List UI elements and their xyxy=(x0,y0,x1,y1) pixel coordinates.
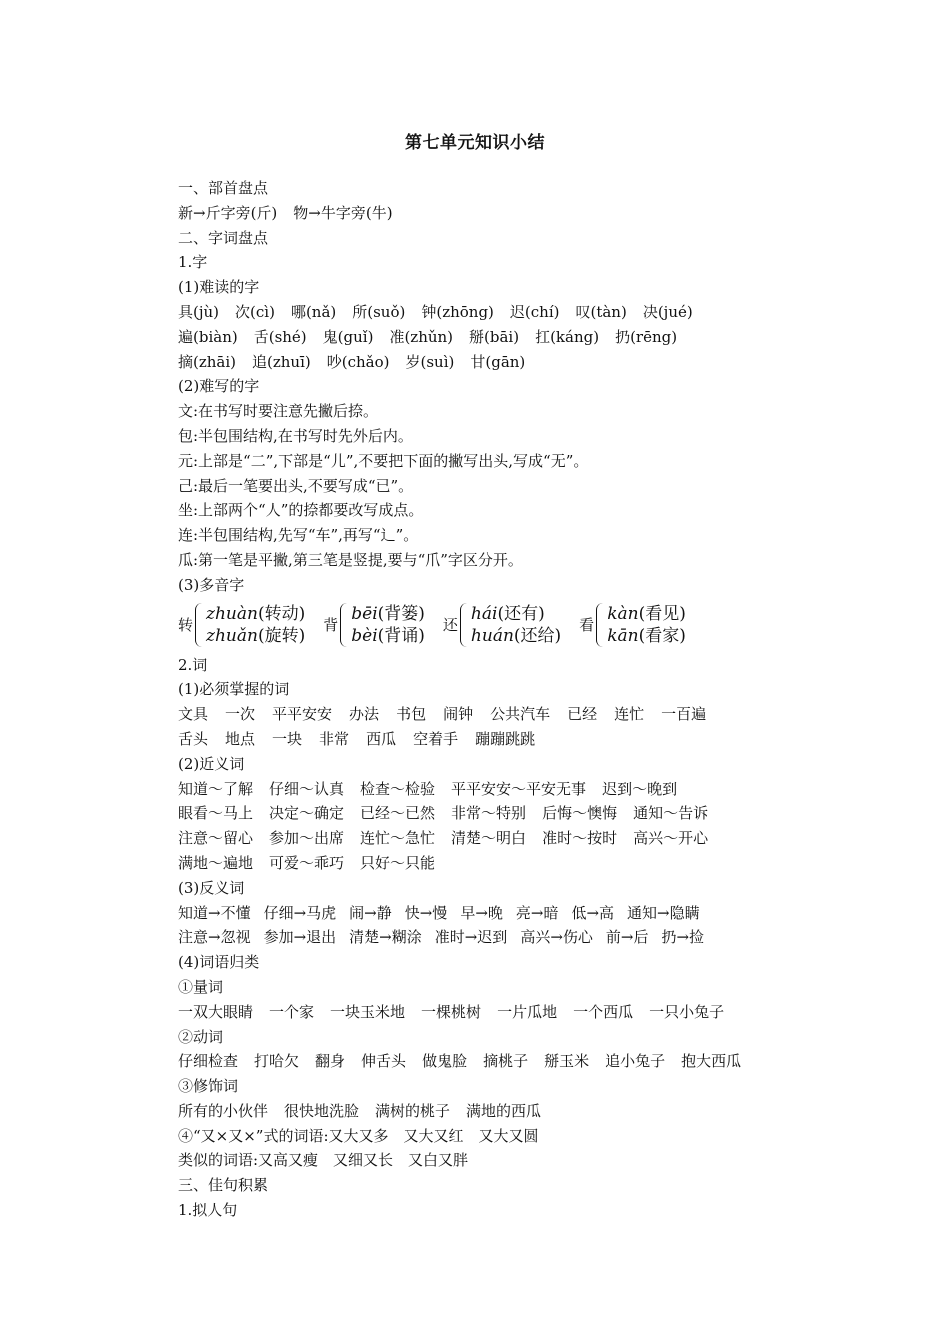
antonym-pair: 快→慢 xyxy=(404,903,448,922)
synonym-pair: 仔细～认真 xyxy=(269,779,345,798)
section-heading-radicals: 一、部首盘点 xyxy=(178,179,269,197)
polyphone-group xyxy=(579,603,686,647)
hard-read-char: 钟(zhōng) xyxy=(421,302,494,321)
polyphone-reading: bèi(背诵) xyxy=(351,625,425,646)
hard-read-char: 叹(tàn) xyxy=(575,302,627,321)
synonym-pair: 后悔～懊悔 xyxy=(542,804,618,823)
verb-item: 做鬼脸 xyxy=(422,1052,468,1071)
antonym-pair: 扔→捡 xyxy=(661,928,705,947)
measure-word-item: 一块玉米地 xyxy=(330,1002,406,1021)
antonym-pair: 准时→迟到 xyxy=(434,928,508,947)
word-item: 舌头 xyxy=(178,729,209,748)
synonym-pair: 迟到～晚到 xyxy=(602,779,678,798)
word-item: 文具 xyxy=(178,705,209,724)
synonym-pair: 注意～留心 xyxy=(178,829,254,848)
polyphone-reading: hái(还有) xyxy=(470,603,545,624)
polyphone-reading: huán(还给) xyxy=(470,625,562,646)
verb-item: 追小兔子 xyxy=(605,1052,666,1071)
word-item: 西瓜 xyxy=(366,729,397,748)
modifier-item: 满地的西瓜 xyxy=(466,1101,542,1120)
synonym-row-3 xyxy=(178,826,858,851)
polyphone-reading: kān(看家) xyxy=(607,625,686,646)
left-brace-icon xyxy=(195,603,203,647)
hard-read-char: 鬼(guǐ) xyxy=(322,327,374,346)
antonym-pair: 高兴→伤心 xyxy=(520,928,593,947)
synonym-pair: 知道～了解 xyxy=(178,779,254,798)
subheading-antonyms: (3)反义词 xyxy=(178,878,245,897)
measure-word-item: 一个西瓜 xyxy=(573,1002,634,1021)
modifier-item: 满树的桃子 xyxy=(375,1101,451,1120)
verb-item: 打哈欠 xyxy=(254,1052,300,1071)
antonym-pair: 通知→隐瞒 xyxy=(627,903,700,922)
subheading-polyphones: (3)多音字 xyxy=(178,575,245,594)
synonym-row-1 xyxy=(178,777,858,802)
antonym-pair: 前→后 xyxy=(605,928,649,947)
word-item: 非常 xyxy=(319,729,350,748)
document-content xyxy=(178,176,858,1223)
synonym-pair: 检查～检验 xyxy=(360,779,436,798)
hard-read-char: 甘(gān) xyxy=(470,352,526,371)
antonym-pair: 参加→退出 xyxy=(263,928,337,947)
measure-word-item: 一棵桃树 xyxy=(421,1002,482,1021)
left-brace-icon xyxy=(596,603,604,647)
measure-word-item: 一片瓜地 xyxy=(497,1002,558,1021)
radical-row xyxy=(178,201,858,226)
hard-read-row-2 xyxy=(178,325,858,350)
polyphone-reading: zhuàn(转动) xyxy=(206,603,306,624)
similar-words-line: 类似的词语:又高又瘦 又细又长 又白又胖 xyxy=(178,1151,469,1170)
hard-read-char: 准(zhǔn) xyxy=(389,327,454,346)
verb-item: 掰玉米 xyxy=(544,1052,590,1071)
verb-item: 摘桃子 xyxy=(483,1052,529,1071)
synonym-pair: 参加～出席 xyxy=(269,829,345,848)
subheading-hard-read: (1)难读的字 xyxy=(178,278,260,297)
subheading-must-know: (1)必须掌握的词 xyxy=(178,680,290,699)
measure-word-item: 一只小兔子 xyxy=(649,1002,725,1021)
synonym-pair: 非常～特别 xyxy=(451,804,527,823)
polyphone-reading: bēi(背篓) xyxy=(351,603,425,624)
verb-item: 翻身 xyxy=(315,1052,346,1071)
synonym-pair: 可爱～乖巧 xyxy=(269,853,345,872)
must-know-row-1 xyxy=(178,702,858,727)
must-know-row-2 xyxy=(178,727,858,752)
polyphone-reading: kàn(看见) xyxy=(607,603,686,624)
left-brace-icon xyxy=(460,603,468,647)
word-item: 公共汽车 xyxy=(490,705,551,724)
left-brace-icon xyxy=(340,603,348,647)
word-item: 一块 xyxy=(272,729,303,748)
polyphone-char: 看 xyxy=(579,616,595,635)
synonym-pair: 清楚～明白 xyxy=(451,829,527,848)
measure-word-item: 一个家 xyxy=(269,1002,315,1021)
verb-item: 抱大西瓜 xyxy=(681,1052,742,1071)
word-item: 空着手 xyxy=(413,729,459,748)
antonym-row-1 xyxy=(178,901,858,926)
synonym-row-2 xyxy=(178,801,858,826)
subheading-characters: 1.字 xyxy=(178,253,208,272)
modifier-row xyxy=(178,1099,858,1124)
polyphone-reading: zhuǎn(旋转) xyxy=(206,625,306,646)
polyphone-row xyxy=(178,599,858,651)
hard-write-line: 瓜:第一笔是平撇,第三笔是竖提,要与“爪”字区分开。 xyxy=(178,550,523,569)
hard-write-line: 连:半包围结构,先写“车”,再写“辶”。 xyxy=(178,526,419,545)
verb-row xyxy=(178,1049,858,1074)
hard-write-line: 文:在书写时要注意先撇后捺。 xyxy=(178,402,379,421)
modifier-item: 所有的小伙伴 xyxy=(178,1101,269,1120)
hard-read-char: 所(suǒ) xyxy=(352,302,406,321)
antonym-pair: 早→晚 xyxy=(460,903,503,922)
antonym-pair: 闹→静 xyxy=(349,903,392,922)
subheading-classification: (4)词语归类 xyxy=(178,953,260,972)
hard-read-row-3 xyxy=(178,350,858,375)
hard-read-char: 扛(káng) xyxy=(535,327,600,346)
hard-read-char: 具(jù) xyxy=(178,302,220,321)
section-heading-sentences: 三、佳句积累 xyxy=(178,1176,269,1195)
antonym-pair: 注意→忽视 xyxy=(178,928,251,947)
radical-item: 物→牛字旁(牛) xyxy=(293,203,393,222)
antonym-pair: 仔细→马虎 xyxy=(263,903,337,922)
verb-item: 仔细检查 xyxy=(178,1052,239,1071)
word-item: 地点 xyxy=(225,729,256,748)
hard-write-line: 己:最后一笔要出头,不要写成“已”。 xyxy=(178,476,414,495)
synonym-pair: 满地～遍地 xyxy=(178,853,254,872)
hard-read-char: 舌(shé) xyxy=(253,327,307,346)
hard-read-char: 岁(suì) xyxy=(405,352,455,371)
measure-word-item: 一双大眼睛 xyxy=(178,1002,254,1021)
modifier-item: 很快地洗脸 xyxy=(284,1101,360,1120)
word-item: 已经 xyxy=(567,705,598,724)
hard-write-line: 坐:上部两个“人”的捺都要改写成点。 xyxy=(178,501,424,520)
antonym-pair: 清楚→糊涂 xyxy=(349,928,422,947)
word-item: 书包 xyxy=(396,705,427,724)
word-item: 办法 xyxy=(349,705,380,724)
synonym-pair: 只好～只能 xyxy=(360,853,436,872)
antonym-pair: 亮→暗 xyxy=(515,903,559,922)
hard-read-row-1 xyxy=(178,300,858,325)
radical-item: 新→斤字旁(斤) xyxy=(178,203,278,222)
page-title: 第七单元知识小结 xyxy=(405,133,545,153)
hard-read-char: 追(zhuī) xyxy=(252,352,311,371)
hard-read-char: 摘(zhāi) xyxy=(178,352,237,371)
polyphone-char: 转 xyxy=(178,616,194,635)
subheading-hard-write: (2)难写的字 xyxy=(178,377,260,396)
antonym-row-2 xyxy=(178,925,858,950)
hard-read-char: 决(jué) xyxy=(642,302,693,321)
polyphone-group xyxy=(443,603,561,647)
verb-item: 伸舌头 xyxy=(361,1052,407,1071)
hard-read-char: 遍(biàn) xyxy=(178,327,238,346)
synonym-pair: 高兴～开心 xyxy=(633,829,709,848)
polyphone-group xyxy=(178,603,305,647)
polyphone-char: 还 xyxy=(442,616,458,635)
polyphone-char: 背 xyxy=(323,616,339,635)
word-item: 一次 xyxy=(225,705,256,724)
synonym-row-4 xyxy=(178,851,858,876)
hard-read-char: 掰(bāi) xyxy=(469,327,520,346)
measure-word-row xyxy=(178,1000,858,1025)
antonym-pair: 低→高 xyxy=(571,903,615,922)
subheading-measure-words: ①量词 xyxy=(178,977,224,996)
word-item: 平平安安 xyxy=(272,705,333,724)
subheading-verbs: ②动词 xyxy=(178,1027,224,1046)
synonym-pair: 眼看～马上 xyxy=(178,804,254,823)
hard-write-line: 包:半包围结构,在书写时先外后内。 xyxy=(178,426,413,445)
synonym-pair: 决定～确定 xyxy=(269,804,345,823)
subheading-modifiers: ③修饰词 xyxy=(178,1077,239,1096)
hard-write-line: 元:上部是“二”,下部是“儿”,不要把下面的撇写出头,写成“无”。 xyxy=(178,451,589,470)
hard-read-char: 扔(rēng) xyxy=(615,327,678,346)
subheading-synonyms: (2)近义词 xyxy=(178,754,245,773)
synonym-pair: 通知～告诉 xyxy=(633,804,709,823)
hard-read-char: 吵(chǎo) xyxy=(326,352,390,371)
hard-read-char: 次(cì) xyxy=(235,302,275,321)
antonym-pair: 知道→不懂 xyxy=(178,903,251,922)
word-item: 蹦蹦跳跳 xyxy=(475,729,536,748)
synonym-pair: 准时～按时 xyxy=(542,829,618,848)
synonym-pair: 已经～已然 xyxy=(360,804,436,823)
polyphone-group xyxy=(323,603,425,647)
synonym-pair: 连忙～急忙 xyxy=(360,829,436,848)
word-item: 连忙 xyxy=(614,705,645,724)
hard-read-char: 迟(chí) xyxy=(509,302,560,321)
word-item: 闹钟 xyxy=(443,705,474,724)
section-heading-words: 二、字词盘点 xyxy=(178,228,269,247)
subheading-ci: 2.词 xyxy=(178,655,208,674)
hard-read-char: 哪(nǎ) xyxy=(290,302,337,321)
subheading-personification: 1.拟人句 xyxy=(178,1201,238,1220)
synonym-pair: 平平安安～平安无事 xyxy=(451,779,587,798)
you-x-you-x-line: ④“又×又×”式的词语:又大又多 又大又红 又大又圆 xyxy=(178,1126,539,1145)
word-item: 一百遍 xyxy=(661,705,707,724)
